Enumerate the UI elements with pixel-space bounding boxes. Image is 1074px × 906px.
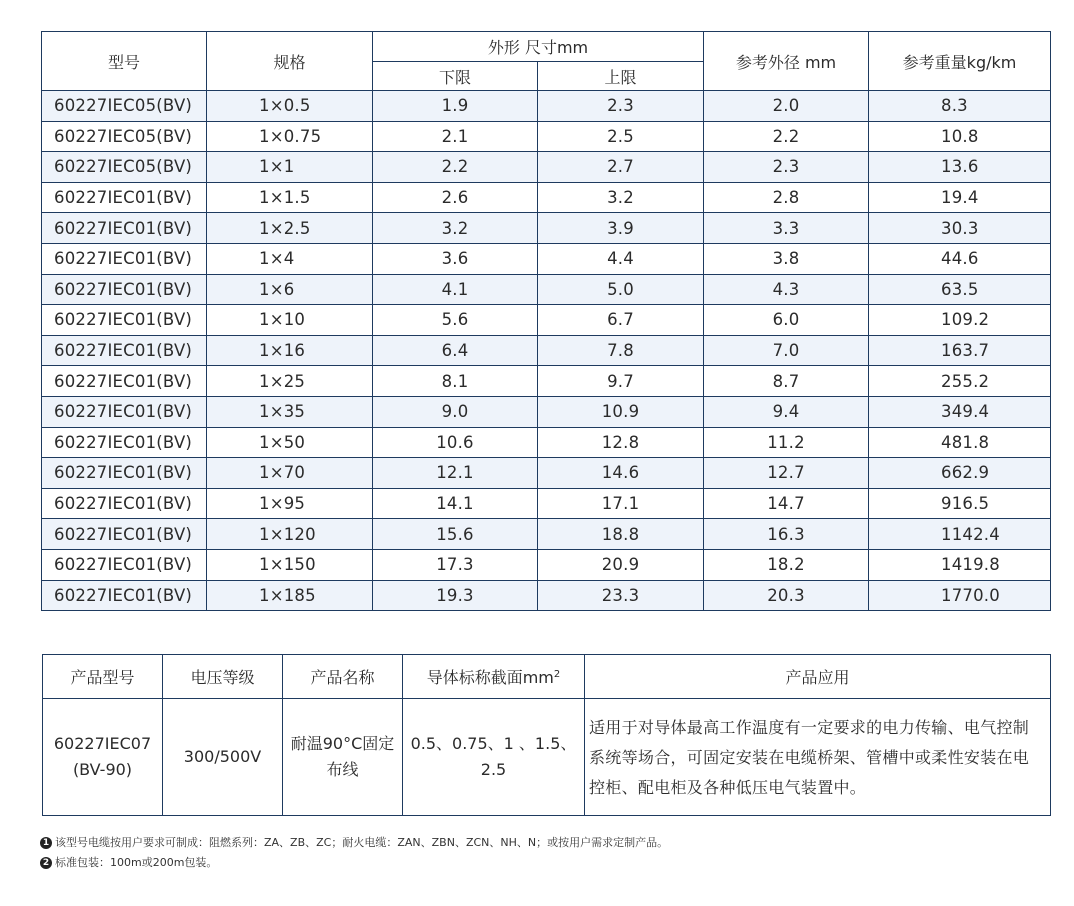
cell-outer-diameter: 4.3	[704, 274, 869, 305]
table-row	[42, 305, 1051, 336]
cell-upper: 3.2	[538, 182, 704, 213]
cell-lower: 2.2	[373, 152, 538, 183]
table-row	[42, 243, 1051, 274]
cell-spec: 1×95	[207, 488, 373, 519]
product-name-line2: 布线	[326, 760, 359, 779]
cell-weight: 163.7	[869, 335, 1051, 366]
cell-model: 60227IEC01(BV)	[42, 488, 207, 519]
table-row	[42, 213, 1051, 244]
cell-spec: 1×1.5	[207, 182, 373, 213]
cell-weight: 109.2	[869, 305, 1051, 336]
section-line2: 2.5	[480, 760, 507, 779]
header-application: 产品应用	[585, 655, 1051, 699]
product-row	[43, 699, 1051, 816]
table-row	[42, 519, 1051, 550]
cell-upper: 7.8	[538, 335, 704, 366]
cell-upper: 5.0	[538, 274, 704, 305]
header-voltage: 电压等级	[163, 655, 283, 699]
spec-table-body	[42, 91, 1051, 611]
cell-weight: 10.8	[869, 121, 1051, 152]
cell-model: 60227IEC05(BV)	[42, 152, 207, 183]
cell-model: 60227IEC01(BV)	[42, 519, 207, 550]
cell-weight: 662.9	[869, 458, 1051, 489]
cell-weight: 1142.4	[869, 519, 1051, 550]
cell-model: 60227IEC01(BV)	[42, 335, 207, 366]
cell-model: 60227IEC05(BV)	[42, 121, 207, 152]
note-1	[40, 833, 668, 853]
table-row	[42, 335, 1051, 366]
cell-upper: 23.3	[538, 580, 704, 611]
table-row	[42, 152, 1051, 183]
table-row	[42, 91, 1051, 122]
cell-outer-diameter: 2.0	[704, 91, 869, 122]
table-row	[42, 458, 1051, 489]
cell-model: 60227IEC01(BV)	[42, 274, 207, 305]
cell-spec: 1×2.5	[207, 213, 373, 244]
cell-spec: 1×25	[207, 366, 373, 397]
cell-model: 60227IEC01(BV)	[42, 580, 207, 611]
cell-model: 60227IEC01(BV)	[42, 427, 207, 458]
application-line2: 系统等场合，可固定安装在电缆桥架、管槽中或柔性安装在电	[589, 748, 1030, 767]
cell-upper: 9.7	[538, 366, 704, 397]
cell-weight: 255.2	[869, 366, 1051, 397]
cell-outer-diameter: 11.2	[704, 427, 869, 458]
cell-lower: 15.6	[373, 519, 538, 550]
cell-upper: 14.6	[538, 458, 704, 489]
cell-lower: 14.1	[373, 488, 538, 519]
cell-upper: 20.9	[538, 549, 704, 580]
cell-upper: 17.1	[538, 488, 704, 519]
cell-outer-diameter: 3.3	[704, 213, 869, 244]
cell-model: 60227IEC01(BV)	[42, 549, 207, 580]
header-model: 型号	[42, 32, 207, 91]
cell-upper: 12.8	[538, 427, 704, 458]
table-row	[42, 580, 1051, 611]
table-row	[42, 488, 1051, 519]
cell-spec: 1×4	[207, 243, 373, 274]
cell-upper: 2.3	[538, 91, 704, 122]
cell-lower: 17.3	[373, 549, 538, 580]
cell-upper: 18.8	[538, 519, 704, 550]
table-row	[42, 427, 1051, 458]
cell-model: 60227IEC01(BV)	[42, 458, 207, 489]
cell-upper: 10.9	[538, 396, 704, 427]
cell-outer-diameter: 14.7	[704, 488, 869, 519]
note-marker-2: 2	[40, 857, 52, 869]
cell-lower: 10.6	[373, 427, 538, 458]
cell-spec: 1×35	[207, 396, 373, 427]
cell-lower: 9.0	[373, 396, 538, 427]
cell-model: 60227IEC01(BV)	[42, 243, 207, 274]
header-lower: 下限	[373, 62, 538, 91]
product-name-cell	[283, 699, 403, 816]
cell-weight: 1419.8	[869, 549, 1051, 580]
application-line3: 控柜、配电柜及各种低压电气装置中。	[589, 778, 867, 797]
cell-weight: 44.6	[869, 243, 1051, 274]
cell-outer-diameter: 2.2	[704, 121, 869, 152]
product-model-cell	[43, 699, 163, 816]
product-model-line1: 60227IEC07	[53, 734, 152, 753]
cell-lower: 12.1	[373, 458, 538, 489]
cell-weight: 349.4	[869, 396, 1051, 427]
table-row	[42, 396, 1051, 427]
cell-spec: 1×120	[207, 519, 373, 550]
cell-weight: 916.5	[869, 488, 1051, 519]
header-dimension-group: 外形 尺寸mm	[373, 32, 704, 62]
voltage-cell: 300/500V	[163, 699, 283, 816]
cell-outer-diameter: 7.0	[704, 335, 869, 366]
cell-outer-diameter: 2.3	[704, 152, 869, 183]
table-row	[42, 121, 1051, 152]
cell-lower: 2.1	[373, 121, 538, 152]
table-row	[42, 366, 1051, 397]
cell-outer-diameter: 6.0	[704, 305, 869, 336]
header-outer-diameter: 参考外径 mm	[704, 32, 869, 91]
cell-outer-diameter: 8.7	[704, 366, 869, 397]
cell-weight: 481.8	[869, 427, 1051, 458]
note-text-1: 该型号电缆按用户要求可制成：阻燃系列：ZA、ZB、ZC；耐火电缆：ZAN、ZBN、ZCN、NH、N；或按用户需求定制产品。	[55, 836, 669, 849]
cell-outer-diameter: 20.3	[704, 580, 869, 611]
note-text-2: 标准包装：100m或200m包装。	[55, 856, 218, 869]
table-row	[42, 182, 1051, 213]
cell-upper: 6.7	[538, 305, 704, 336]
cell-outer-diameter: 12.7	[704, 458, 869, 489]
product-model-line2: (BV-90)	[72, 760, 133, 779]
cell-upper: 2.7	[538, 152, 704, 183]
cell-weight: 13.6	[869, 152, 1051, 183]
cell-spec: 1×0.5	[207, 91, 373, 122]
cell-spec: 1×50	[207, 427, 373, 458]
section-line1: 0.5、0.75、1 、1.5、	[410, 734, 577, 753]
cell-outer-diameter: 9.4	[704, 396, 869, 427]
cell-spec: 1×16	[207, 335, 373, 366]
section-cell	[403, 699, 585, 816]
cell-spec: 1×1	[207, 152, 373, 183]
cell-outer-diameter: 2.8	[704, 182, 869, 213]
cell-model: 60227IEC01(BV)	[42, 213, 207, 244]
cell-spec: 1×150	[207, 549, 373, 580]
note-2	[40, 853, 668, 873]
cell-lower: 6.4	[373, 335, 538, 366]
header-section	[403, 655, 585, 699]
header-weight: 参考重量kg/km	[869, 32, 1051, 91]
spec-table	[41, 31, 1051, 611]
cell-model: 60227IEC05(BV)	[42, 91, 207, 122]
cell-spec: 1×10	[207, 305, 373, 336]
cell-lower: 2.6	[373, 182, 538, 213]
header-product-model: 产品型号	[43, 655, 163, 699]
cell-upper: 2.5	[538, 121, 704, 152]
cell-spec: 1×0.75	[207, 121, 373, 152]
cell-outer-diameter: 16.3	[704, 519, 869, 550]
cell-outer-diameter: 18.2	[704, 549, 869, 580]
header-product-name: 产品名称	[283, 655, 403, 699]
cell-spec: 1×185	[207, 580, 373, 611]
application-line1: 适用于对导体最高工作温度有一定要求的电力传输、电气控制	[589, 718, 1030, 737]
cell-lower: 4.1	[373, 274, 538, 305]
cell-weight: 63.5	[869, 274, 1051, 305]
header-section-label: 导体标称截面mm	[426, 668, 554, 687]
cell-upper: 4.4	[538, 243, 704, 274]
cell-outer-diameter: 3.8	[704, 243, 869, 274]
cell-lower: 3.2	[373, 213, 538, 244]
cell-weight: 19.4	[869, 182, 1051, 213]
cell-lower: 3.6	[373, 243, 538, 274]
cell-model: 60227IEC01(BV)	[42, 396, 207, 427]
table-row	[42, 274, 1051, 305]
header-upper: 上限	[538, 62, 704, 91]
cell-spec: 1×70	[207, 458, 373, 489]
cell-weight: 30.3	[869, 213, 1051, 244]
header-section-sup: 2	[553, 669, 561, 680]
cell-lower: 8.1	[373, 366, 538, 397]
product-table	[42, 654, 1051, 816]
cell-model: 60227IEC01(BV)	[42, 182, 207, 213]
cell-upper: 3.9	[538, 213, 704, 244]
cell-model: 60227IEC01(BV)	[42, 366, 207, 397]
header-spec: 规格	[207, 32, 373, 91]
cell-weight: 8.3	[869, 91, 1051, 122]
notes	[40, 833, 668, 873]
cell-lower: 5.6	[373, 305, 538, 336]
cell-spec: 1×6	[207, 274, 373, 305]
cell-weight: 1770.0	[869, 580, 1051, 611]
application-cell	[585, 699, 1051, 816]
cell-lower: 19.3	[373, 580, 538, 611]
cell-lower: 1.9	[373, 91, 538, 122]
product-name-line1: 耐温90°C固定	[290, 734, 395, 753]
note-marker-1: 1	[40, 837, 52, 849]
cell-model: 60227IEC01(BV)	[42, 305, 207, 336]
table-row	[42, 549, 1051, 580]
